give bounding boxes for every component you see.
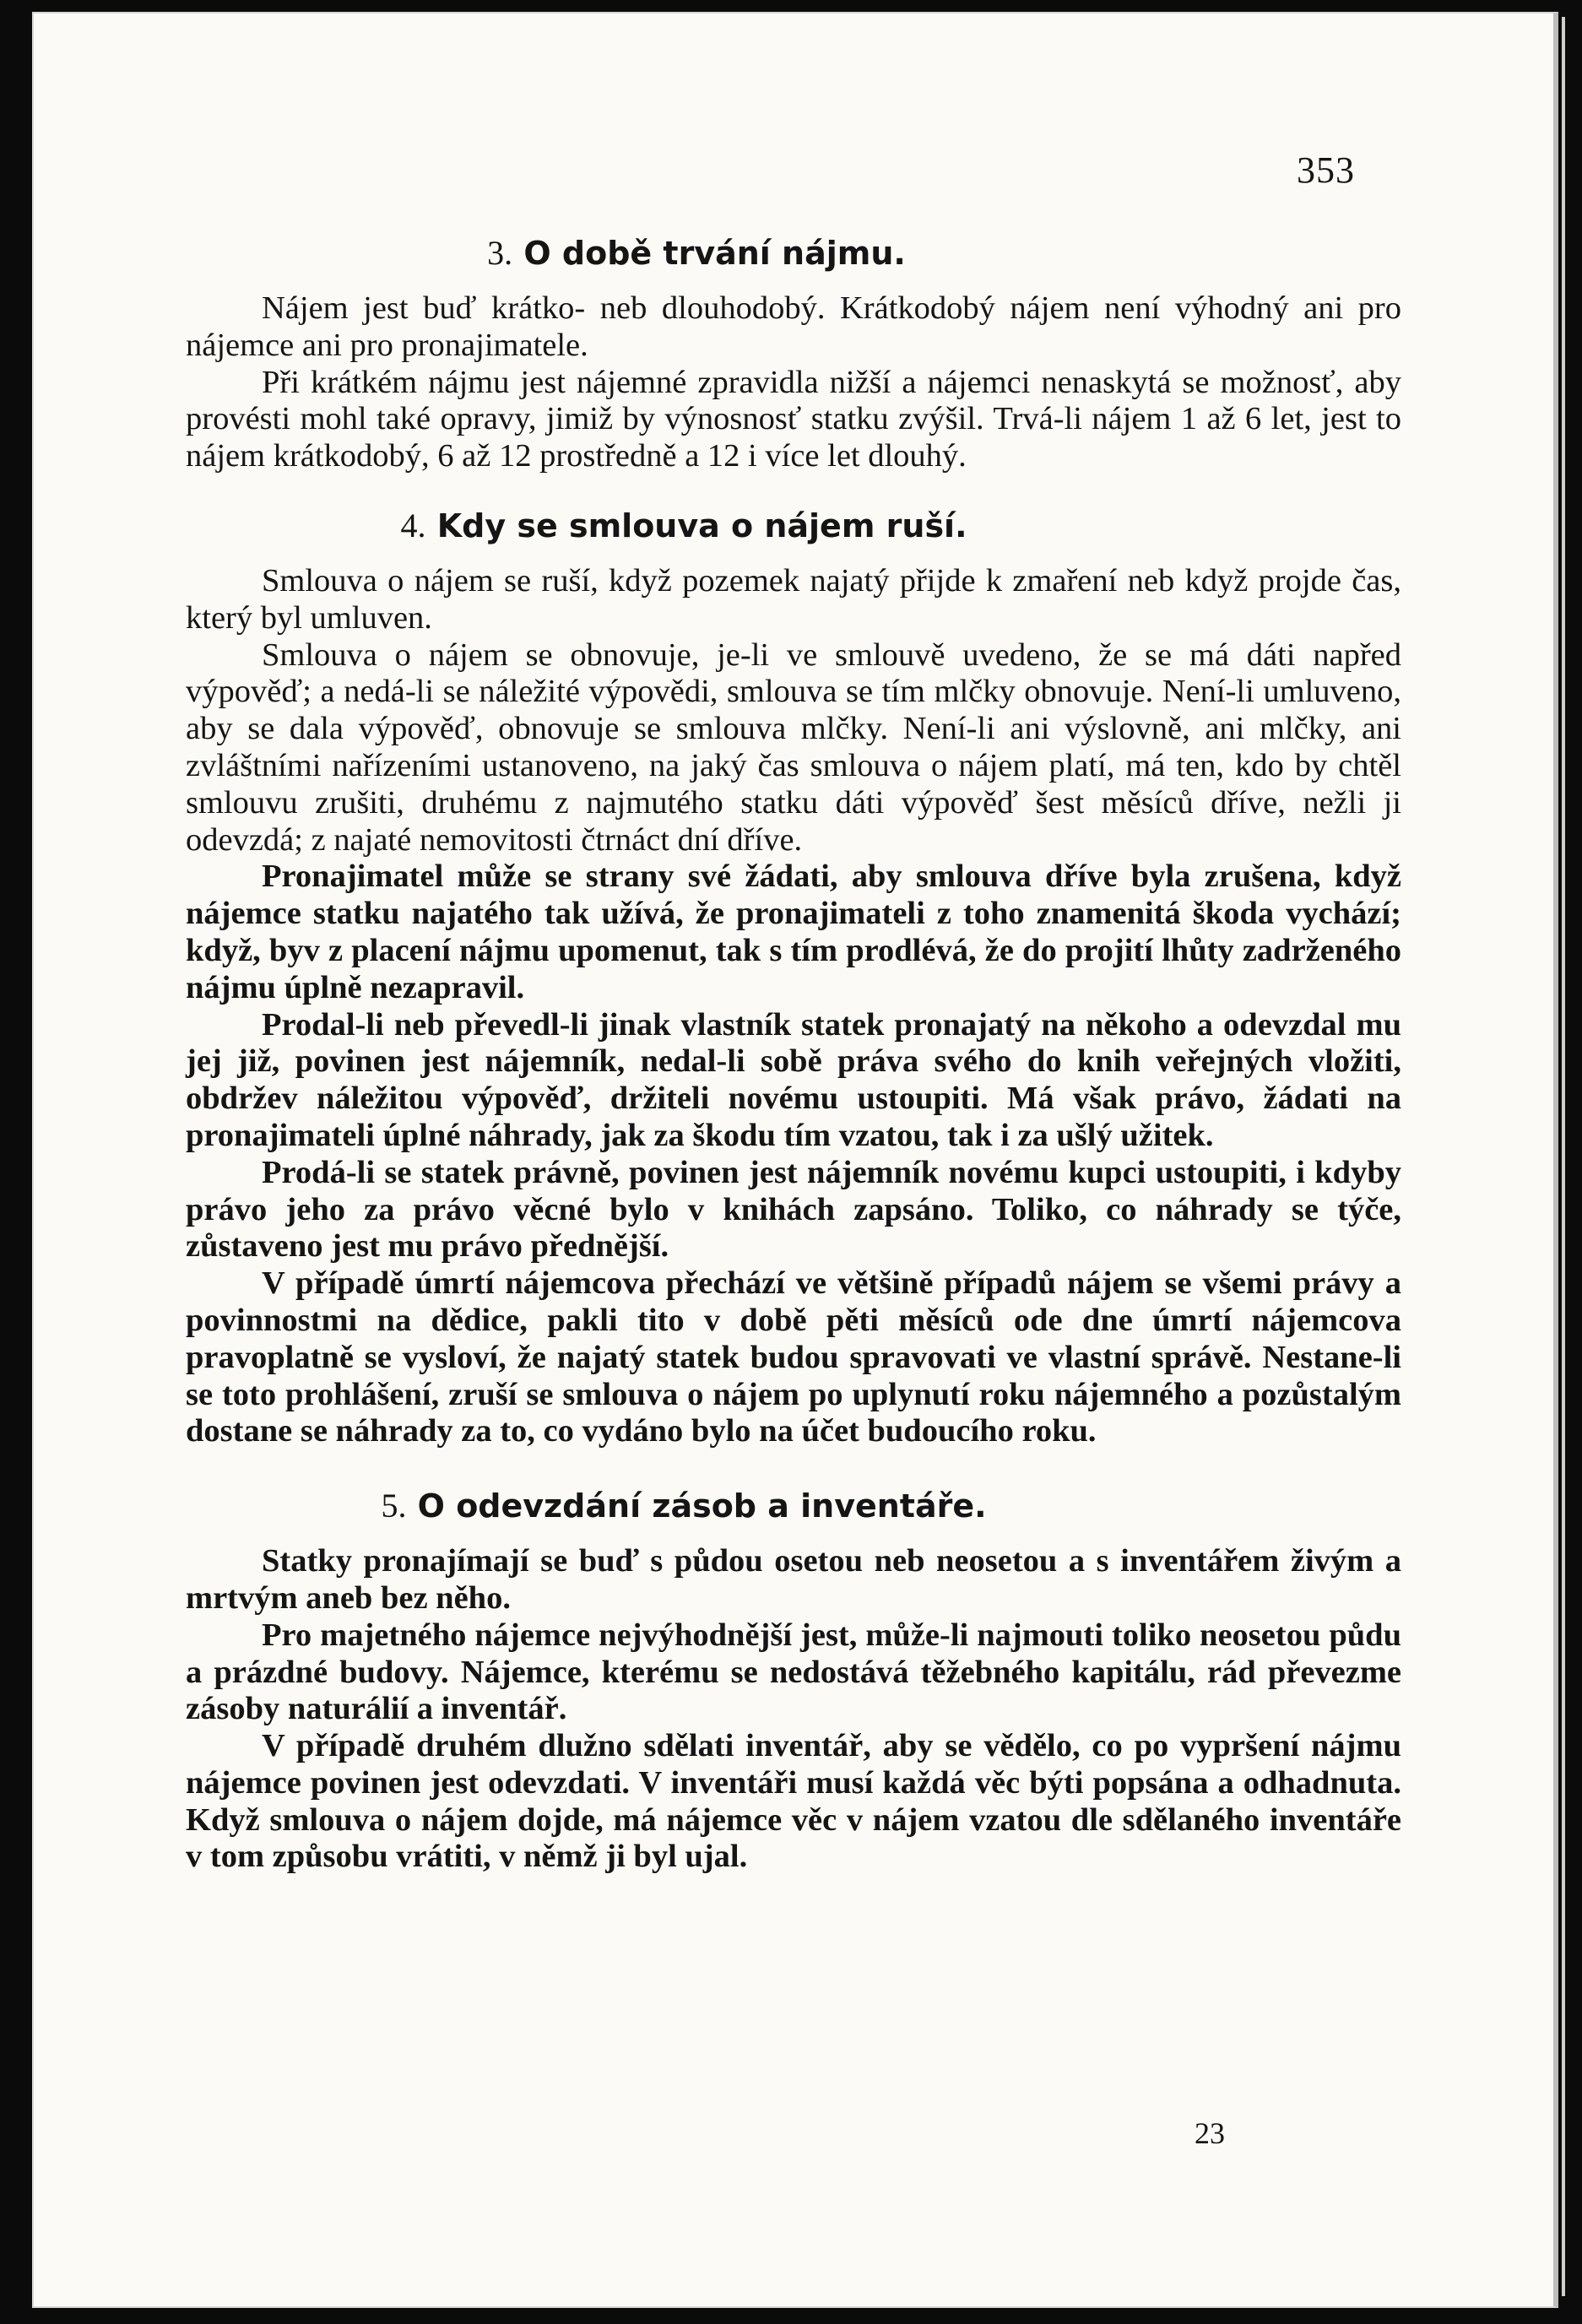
section-4-title: Kdy se smlouva o nájem ruší. [436, 507, 967, 544]
section-4-paragraph-6: V případě úmrtí nájemcova přechází ve většině případů nájem se všemi právy a povinnostmi na dědice, pakli tito v době pěti měsíců ode dne úmrtí nájemcova pravoplatně se vysloví, že najatý statek budou spravovati ve vlastní správě. Nestane-li se toto prohlášení, zruší se smlouva o nájem po uplynutí roku nájemného a pozůstalým dostane se náhrady za to, co vydáno bylo na účet budoucího roku. [186, 1265, 1401, 1449]
section-4-number: 4. [400, 506, 426, 544]
section-5-heading [186, 1487, 1401, 1525]
section-3-paragraph-2: Při krátkém nájmu jest nájemné zpravidla nižší a nájemci nenaskytá se možnosť, aby provésti mohl také opravy, jimiž by výnosnosť statku zvýšil. Trvá-li nájem 1 až 6 let, jest to nájem krátkodobý, 6 až 12 prostředně a 12 i více let dlouhý. [186, 364, 1401, 474]
section-3-number: 3. [487, 234, 513, 272]
section-5-paragraph-3: V případě druhém dlužno sdělati inventář, aby se vědělo, co po vypršení nájmu nájemce povinen jest odevzdati. V inventáři musí každá věc býti popsána a odhadnuta. Když smlouva o nájem dojde, má nájemce věc v nájem vzatou dle sdělaného inventáře v tom způsobu vrátiti, v němž ji byl ujal. [186, 1728, 1401, 1875]
section-4-heading [186, 507, 1401, 544]
section-4-paragraph-3: Pronajimatel může se strany své žádati, aby smlouva dříve byla zrušena, když nájemce statku najatého tak užívá, že pronajimateli z toho znamenitá škoda vychází; když, byv z placení nájmu upomenut, tak s tím prodlévá, že do projití lhůty zadrženého nájmu úplně nezapravil. [186, 859, 1401, 1005]
section-4-paragraph-4: Prodal-li neb převedl-li jinak vlastník statek pronajatý na někoho a odevzdal mu jej již, povinen jest nájemník, nedal-li sobě práva svého do knih veřejných vložiti, obdržev náležitou výpověď, držiteli novému ustoupiti. Má však právo, žádati na pronajimateli úplné náhrady, jak za škodu tím vzatou, tak i za ušlý užitek. [186, 1006, 1401, 1153]
book-page [32, 12, 1558, 2308]
section-4-paragraph-2: Smlouva o nájem se obnovuje, je-li ve smlouvě uvedeno, že se má dáti napřed výpověď; a nedá-li se náležité výpovědi, smlouva se tím mlčky obnovuje. Není-li umluveno, aby se dala výpověď, obnovuje se smlouva mlčky. Není-li ani výslovně, ani mlčky, ani zvláštními nařízeními ustanoveno, na jaký čas smlouva o nájem platí, má ten, kdo by chtěl smlouvu zrušiti, druhému z najmutého statku dáti výpověď šest měsíců dříve, nežli ji odevzdá; z najaté nemovitosti čtrnáct dní dříve. [186, 637, 1401, 858]
section-5-paragraph-2: Pro majetného nájemce nejvýhodnější jest, může-li najmouti toliko neosetou půdu a prázdné budovy. Nájemce, kterému se nedostává těžebného kapitálu, rád převezme zásoby naturálií a inventář. [186, 1617, 1401, 1727]
section-3-paragraph-1: Nájem jest buď krátko- neb dlouhodobý. Krátkodobý nájem není výhodný ani pro nájemce ani pro pronajimatele. [186, 290, 1401, 363]
section-5-number: 5. [381, 1487, 407, 1525]
section-5-paragraph-1: Statky pronajímají se buď s půdou osetou neb neosetou a s inventářem živým a mrtvým aneb bez něho. [186, 1543, 1401, 1616]
printer-signature: 23 [1195, 2116, 1225, 2150]
section-3-heading [186, 235, 1401, 272]
page-number: 353 [1297, 149, 1355, 191]
section-4-paragraph-1: Smlouva o nájem se ruší, když pozemek najatý přijde k zmaření neb když projde čas, který byl umluven. [186, 562, 1401, 636]
page-content [186, 235, 1401, 1876]
section-3-title: O době trvání nájmu. [523, 235, 906, 272]
section-5-title: O odevzdání zásob a inventáře. [417, 1487, 987, 1525]
page-edge-shadow [1562, 17, 1565, 2296]
section-4-paragraph-5: Prodá-li se statek právně, povinen jest nájemník novému kupci ustoupiti, i kdyby právo jeho za právo věcné bylo v knihách zapsáno. Toliko, co náhrady se týče, zůstaveno jest mu právo přednější. [186, 1154, 1401, 1265]
